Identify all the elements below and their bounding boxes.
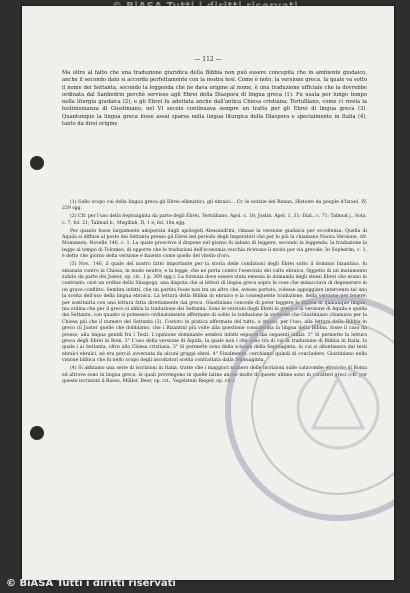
punch-hole [30, 156, 44, 170]
footnote: (1) Sullo scopo cui della lingua greca gli Ebrei ellenistici, gli ebraici... Cr. le notizie del Renan, Histoire du peuple d'Israel, IV, 239 sgg. [62, 200, 367, 212]
watermark-bottom: © BiASA Tutti i diritti riservati [6, 578, 176, 589]
punch-hole [30, 426, 44, 440]
footnote: (2) Cfr. per l'uso della Septuaginta da parte degli Ebrei, Tertulliano, Apol. c. 18; Justin, Apol. 1, 31; Dial., c. 71; Talmud j., Sota, c. 7, fol. 21; Talmud b., Megillah, II, 1 e, fol. 18a sgg. [62, 214, 367, 226]
main-paragraph: Ma oltre al fatto che una traduzione giuridica della Bibbia non può essere concepita che in ambiente giudaico, anche il secondo dato si accorda perfettamente con la nostra tesi. Come è noto, la versione greca, la quale va sotto il nome dei Settanta, secondo la leggenda che ne dava origine al nome, è una traduzione ufficiale che la dovrebbe ordinata dal Sanhedrin perchè servisse agli Ebrei della Diaspora di lingua greca (1). Fu usata per lungo tempo nella liturgia giudaica (2), e gli Ebrei fu adottata anche dall'antica Chiesa cristiana; Tertulliano, come ci rivela la testimonianza di Giustiniano, nel VI secolo continuava sempre un tratto per gli Ebrei di lingua greca (3). Quantunque la lingua greca fosse assai sparsa nella lingua liturgica della Diaspora e specialmente in Italia (4), tanto da dirsi origine [62, 70, 367, 128]
document-page [22, 6, 394, 580]
footnote: Per quanto fosse largamente adoperata dagli apologeti Alessandrini, rimase la versione giudaica per eccellenza. Quella di Aquila si diffuse al posto dei Settanta presso gli Ebrei nel periodo degli Imperatori che per lo più la chiamano Nuova Versione, cfr. Mommsen, Novelle 146, c. 1. La quale prescrive il dispone nel giorno di sabato di leggere, secondo la leggenda, la traduzione la legge al tempo di Tolomeo, di opporre che le traduzioni dell'economia vecchia ricevano il modo per via grecale. In Sopherim, c. 1, è detto che giorno della versione è funesto come quello del vitello d'oro. [62, 228, 367, 260]
library-stamp-seal [218, 288, 394, 528]
page-number: — 112 — [194, 56, 222, 63]
footnote: (3) Nov., 146, il quale del nostro fatto importante per la storia delle condizioni degli Ebrei sotto il dominio bizantino, fu emanata contro la Chiesa, in modo neutro; e la legge, che ne porta contro l'esercizio del culto ebraico. Oggetto di un mutamento subito da parte dei Juster, op. cit., I p. 369 sgg.). La formula dove essere stata emessa in domanda degli stessi Ebrei che erano in contrasto, cioè un ordine della Sinagoga, una disputa che ai lettori di lingua greca sopra le cose che minacciava di degenerare in un grave conflitto. Sembra infatti, che un partito fosse non tra un altro che, avesse portato, volesse appoggiare intervento tal uno la scelta dell'uso della lingua ebraica. La lettura della Bibbia in ebraico e la conseguente traduzione, della versione per tenere; per sostituirla con una lettura fatta direttamente dal greco. Giustiniano concede di poter leggere la Bibbia in qualunque lingua, ma ordina che per il greco si abbia la traduzione dei Settanta. Sono le versioni degli Ebrei in greco e la versione di Aquila e quella dei Settanta, con quanto si potessero ordinatamente affermare di solito la traduzione la versione che Giustiniano chiamava per la Chiesa più che il numero dei Settanta (3). Costoro in pratica affermato del tutto, a stesso, per l'uso, alla lettura della Bibbia in greco (il Juster quelle che dobbiamo, che i Bizantini più volte alla questione considerata la lingua della Bibbia, fosse il caso da presso, alla lingua gentili fra i Testi. L'opinione dominante sembra infatti esposta dai seguenti indizi: 1° Si permette la lettura greca degli Ebrei in Rom. 2° L'uso della versione di Aquila, la quale non i che sono tra di cui la traduzione di Bibbia in Italia, la quale i ai Settanta, oltre alla Chiesa cristiana. 3° Si permette sono della scienza della Septuaginta, in cui si allontanava dai testi ebraici ebraici, né era perciò avversata da alcuni gruppi ebrei. 4° Finalmente, cerchiamo quindi di concludere, Giustiniano nella visione biblica che fu nello scopo degli ascoltatori scelta contrattata dalla Septuaginta. [62, 262, 367, 364]
footnote: (4) Si abbiamo una serie di iscrizioni in Italia, tratte che i maggiori numero delle iscrizioni sulle catacombe ebraiche di Roma ed altrove sono in lingua greca, le quali provengono in quelle latine anche molte di queste ultime sono in caratteri greci (cfr. per queste iscrizioni il Basso, Müller, Beer, op. cit., Vogelstein Rieger, op. cit.). [62, 366, 367, 384]
